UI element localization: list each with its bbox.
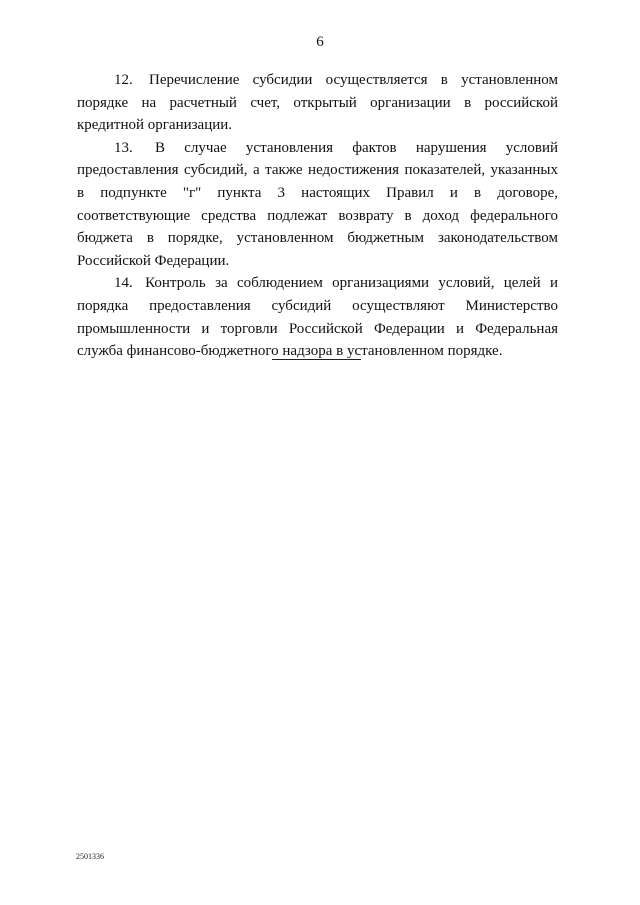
paragraph-number: 12. [114, 72, 133, 88]
end-of-document-rule [272, 359, 361, 360]
paragraph-number: 14. [114, 275, 133, 292]
paragraph-text: Перечисление субсидии осуществляется в установленном порядке на расчетный счет, открытый организации в российской кредитной организации. [77, 72, 558, 134]
paragraph-12 [77, 69, 558, 137]
document-code: 2501336 [76, 852, 104, 861]
paragraph-text: Контроль за соблюдением организациями условий, целей и порядка предоставления субсидий осуществляют Министерство промышленности и торговли Российской Федерации и Федеральная служба финансово-бюджетного надзора в установленном порядке. [77, 275, 558, 360]
paragraph-number: 13. [114, 139, 133, 156]
paragraph-13 [77, 137, 558, 273]
paragraph-14 [77, 272, 558, 362]
page-number: 6 [316, 34, 324, 50]
document-body [77, 69, 558, 363]
paragraph-text: В случае установления фактов нарушения условий предоставления субсидий, а также недостижения показателей, указанных в подпункте "г" пункта 3 настоящих Правил и в договоре, соответствующие средства подлежат возврату в доход федерального бюджета в порядке, установленном бюджетным законодательством Российской Федерации. [77, 139, 558, 269]
